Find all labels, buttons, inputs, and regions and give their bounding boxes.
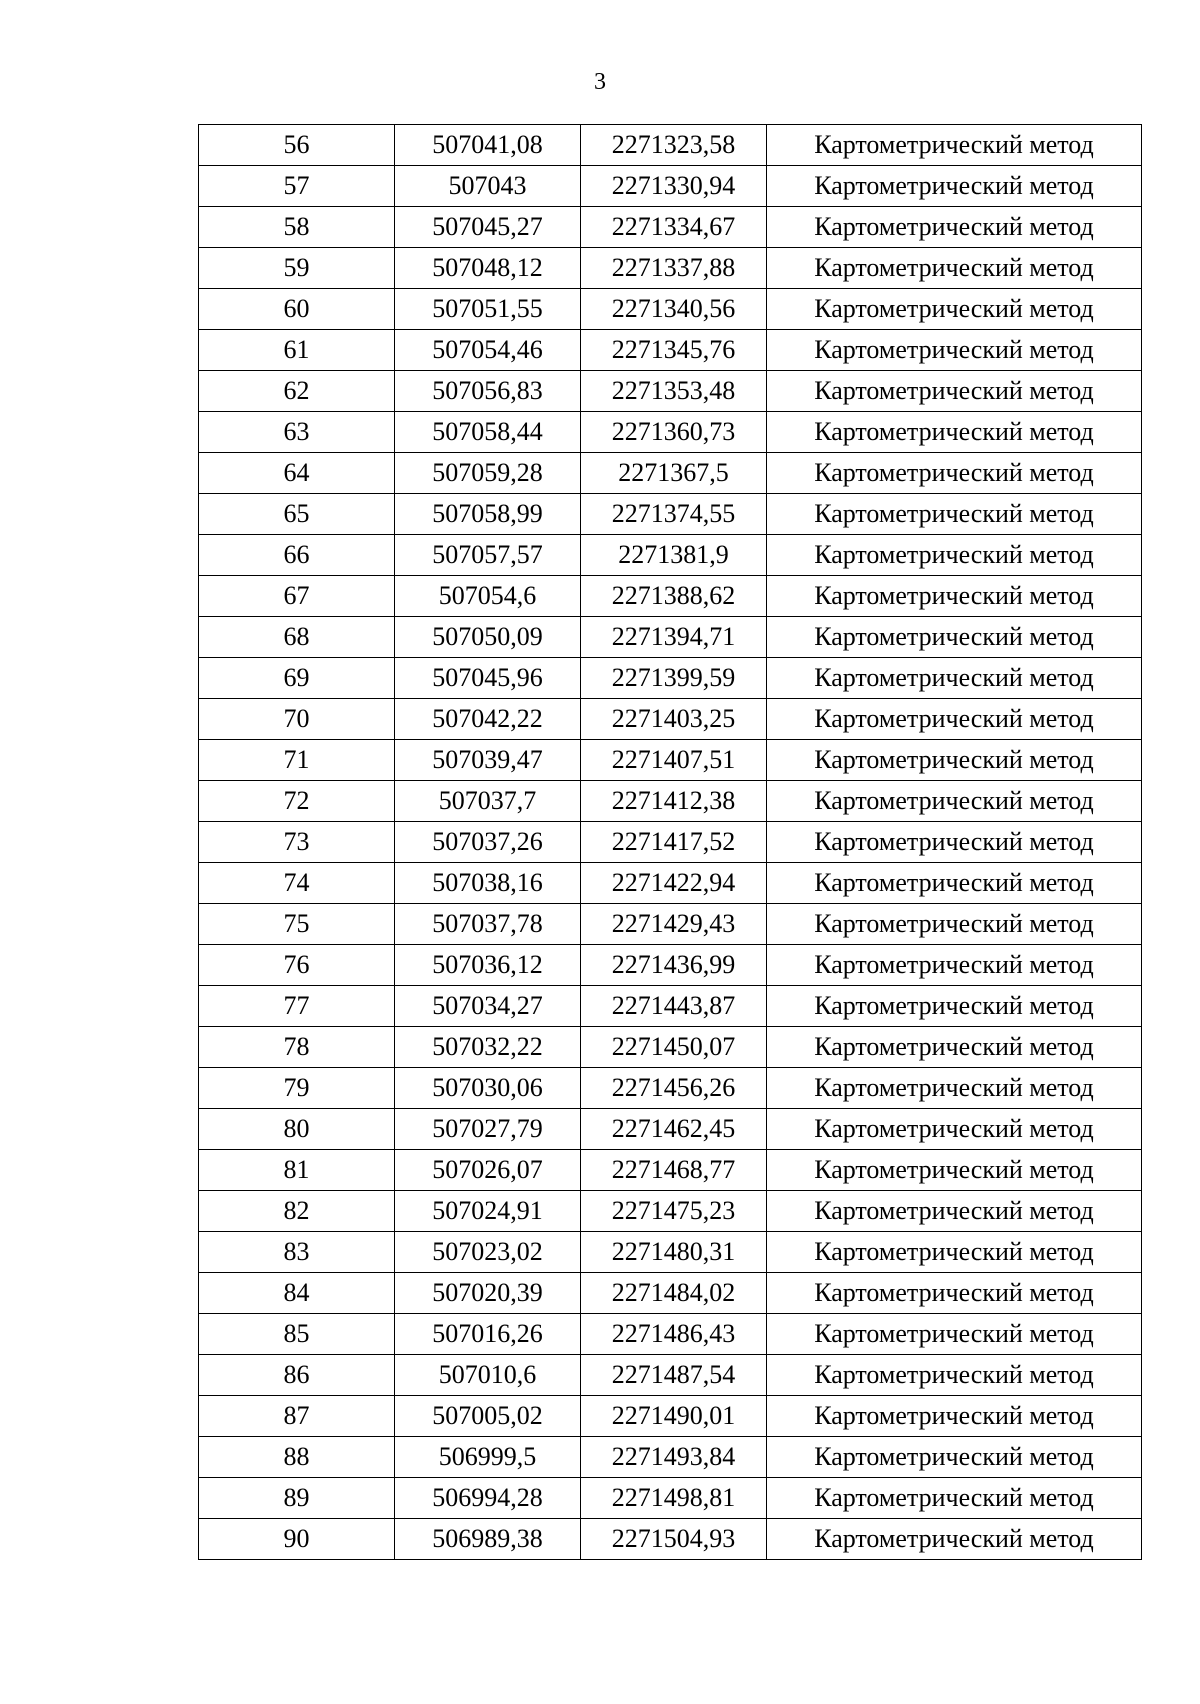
x-coordinate-cell: 507048,12 — [395, 248, 581, 289]
table-row — [199, 1150, 1142, 1191]
point-number-cell: 74 — [199, 863, 395, 904]
point-number-cell: 62 — [199, 371, 395, 412]
table-row — [199, 658, 1142, 699]
y-coordinate-cell: 2271407,51 — [581, 740, 767, 781]
x-coordinate-cell: 507023,02 — [395, 1232, 581, 1273]
y-coordinate-cell: 2271399,59 — [581, 658, 767, 699]
point-number-cell: 90 — [199, 1519, 395, 1560]
x-coordinate-cell: 507037,78 — [395, 904, 581, 945]
method-cell: Картометрический метод — [767, 330, 1142, 371]
point-number-cell: 80 — [199, 1109, 395, 1150]
method-cell: Картометрический метод — [767, 248, 1142, 289]
point-number-cell: 85 — [199, 1314, 395, 1355]
table-row — [199, 1314, 1142, 1355]
x-coordinate-cell: 507050,09 — [395, 617, 581, 658]
method-cell: Картометрический метод — [767, 1109, 1142, 1150]
y-coordinate-cell: 2271456,26 — [581, 1068, 767, 1109]
x-coordinate-cell: 507005,02 — [395, 1396, 581, 1437]
method-cell: Картометрический метод — [767, 1314, 1142, 1355]
y-coordinate-cell: 2271429,43 — [581, 904, 767, 945]
x-coordinate-cell: 507058,99 — [395, 494, 581, 535]
x-coordinate-cell: 507034,27 — [395, 986, 581, 1027]
y-coordinate-cell: 2271480,31 — [581, 1232, 767, 1273]
point-number-cell: 78 — [199, 1027, 395, 1068]
table-row — [199, 863, 1142, 904]
x-coordinate-cell: 507058,44 — [395, 412, 581, 453]
table-row — [199, 248, 1142, 289]
x-coordinate-cell: 507057,57 — [395, 535, 581, 576]
coordinates-table-body — [199, 125, 1142, 1560]
y-coordinate-cell: 2271504,93 — [581, 1519, 767, 1560]
table-row — [199, 822, 1142, 863]
y-coordinate-cell: 2271443,87 — [581, 986, 767, 1027]
point-number-cell: 77 — [199, 986, 395, 1027]
x-coordinate-cell: 507032,22 — [395, 1027, 581, 1068]
x-coordinate-cell: 506994,28 — [395, 1478, 581, 1519]
x-coordinate-cell: 507010,6 — [395, 1355, 581, 1396]
method-cell: Картометрический метод — [767, 371, 1142, 412]
point-number-cell: 82 — [199, 1191, 395, 1232]
y-coordinate-cell: 2271475,23 — [581, 1191, 767, 1232]
x-coordinate-cell: 507043 — [395, 166, 581, 207]
x-coordinate-cell: 507027,79 — [395, 1109, 581, 1150]
point-number-cell: 73 — [199, 822, 395, 863]
method-cell: Картометрический метод — [767, 412, 1142, 453]
table-row — [199, 986, 1142, 1027]
x-coordinate-cell: 507042,22 — [395, 699, 581, 740]
point-number-cell: 69 — [199, 658, 395, 699]
method-cell: Картометрический метод — [767, 453, 1142, 494]
table-row — [199, 535, 1142, 576]
y-coordinate-cell: 2271493,84 — [581, 1437, 767, 1478]
y-coordinate-cell: 2271412,38 — [581, 781, 767, 822]
table-row — [199, 453, 1142, 494]
coordinates-table — [198, 124, 1142, 1560]
method-cell: Картометрический метод — [767, 740, 1142, 781]
x-coordinate-cell: 507024,91 — [395, 1191, 581, 1232]
x-coordinate-cell: 507056,83 — [395, 371, 581, 412]
method-cell: Картометрический метод — [767, 1068, 1142, 1109]
method-cell: Картометрический метод — [767, 904, 1142, 945]
table-row — [199, 1437, 1142, 1478]
method-cell: Картометрический метод — [767, 617, 1142, 658]
table-row — [199, 1519, 1142, 1560]
method-cell: Картометрический метод — [767, 822, 1142, 863]
table-row — [199, 1396, 1142, 1437]
point-number-cell: 66 — [199, 535, 395, 576]
table-row — [199, 207, 1142, 248]
method-cell: Картометрический метод — [767, 863, 1142, 904]
table-row — [199, 1478, 1142, 1519]
point-number-cell: 86 — [199, 1355, 395, 1396]
method-cell: Картометрический метод — [767, 1191, 1142, 1232]
method-cell: Картометрический метод — [767, 1232, 1142, 1273]
x-coordinate-cell: 507037,7 — [395, 781, 581, 822]
y-coordinate-cell: 2271340,56 — [581, 289, 767, 330]
method-cell: Картометрический метод — [767, 125, 1142, 166]
y-coordinate-cell: 2271337,88 — [581, 248, 767, 289]
x-coordinate-cell: 507039,47 — [395, 740, 581, 781]
method-cell: Картометрический метод — [767, 1437, 1142, 1478]
table-row — [199, 371, 1142, 412]
x-coordinate-cell: 507016,26 — [395, 1314, 581, 1355]
table-row — [199, 740, 1142, 781]
table-row — [199, 1027, 1142, 1068]
y-coordinate-cell: 2271330,94 — [581, 166, 767, 207]
table-row — [199, 945, 1142, 986]
point-number-cell: 79 — [199, 1068, 395, 1109]
x-coordinate-cell: 506989,38 — [395, 1519, 581, 1560]
point-number-cell: 57 — [199, 166, 395, 207]
y-coordinate-cell: 2271381,9 — [581, 535, 767, 576]
table-row — [199, 1232, 1142, 1273]
x-coordinate-cell: 507020,39 — [395, 1273, 581, 1314]
point-number-cell: 61 — [199, 330, 395, 371]
table-row — [199, 576, 1142, 617]
y-coordinate-cell: 2271468,77 — [581, 1150, 767, 1191]
y-coordinate-cell: 2271417,52 — [581, 822, 767, 863]
table-row — [199, 494, 1142, 535]
point-number-cell: 68 — [199, 617, 395, 658]
point-number-cell: 63 — [199, 412, 395, 453]
point-number-cell: 70 — [199, 699, 395, 740]
y-coordinate-cell: 2271422,94 — [581, 863, 767, 904]
table-row — [199, 617, 1142, 658]
method-cell: Картометрический метод — [767, 945, 1142, 986]
y-coordinate-cell: 2271436,99 — [581, 945, 767, 986]
y-coordinate-cell: 2271490,01 — [581, 1396, 767, 1437]
method-cell: Картометрический метод — [767, 289, 1142, 330]
point-number-cell: 59 — [199, 248, 395, 289]
x-coordinate-cell: 507030,06 — [395, 1068, 581, 1109]
table-row — [199, 781, 1142, 822]
y-coordinate-cell: 2271462,45 — [581, 1109, 767, 1150]
y-coordinate-cell: 2271403,25 — [581, 699, 767, 740]
table-row — [199, 1191, 1142, 1232]
point-number-cell: 76 — [199, 945, 395, 986]
y-coordinate-cell: 2271388,62 — [581, 576, 767, 617]
table-row — [199, 125, 1142, 166]
point-number-cell: 83 — [199, 1232, 395, 1273]
table-row — [199, 1355, 1142, 1396]
point-number-cell: 87 — [199, 1396, 395, 1437]
method-cell: Картометрический метод — [767, 1478, 1142, 1519]
x-coordinate-cell: 507051,55 — [395, 289, 581, 330]
point-number-cell: 88 — [199, 1437, 395, 1478]
method-cell: Картометрический метод — [767, 1519, 1142, 1560]
table-row — [199, 412, 1142, 453]
x-coordinate-cell: 507059,28 — [395, 453, 581, 494]
point-number-cell: 67 — [199, 576, 395, 617]
y-coordinate-cell: 2271498,81 — [581, 1478, 767, 1519]
y-coordinate-cell: 2271360,73 — [581, 412, 767, 453]
x-coordinate-cell: 506999,5 — [395, 1437, 581, 1478]
point-number-cell: 60 — [199, 289, 395, 330]
point-number-cell: 64 — [199, 453, 395, 494]
x-coordinate-cell: 507038,16 — [395, 863, 581, 904]
x-coordinate-cell: 507054,6 — [395, 576, 581, 617]
table-row — [199, 1109, 1142, 1150]
y-coordinate-cell: 2271323,58 — [581, 125, 767, 166]
y-coordinate-cell: 2271484,02 — [581, 1273, 767, 1314]
y-coordinate-cell: 2271394,71 — [581, 617, 767, 658]
method-cell: Картометрический метод — [767, 1273, 1142, 1314]
x-coordinate-cell: 507054,46 — [395, 330, 581, 371]
method-cell: Картометрический метод — [767, 1396, 1142, 1437]
y-coordinate-cell: 2271345,76 — [581, 330, 767, 371]
table-row — [199, 330, 1142, 371]
point-number-cell: 56 — [199, 125, 395, 166]
table-row — [199, 1273, 1142, 1314]
y-coordinate-cell: 2271486,43 — [581, 1314, 767, 1355]
y-coordinate-cell: 2271367,5 — [581, 453, 767, 494]
point-number-cell: 81 — [199, 1150, 395, 1191]
method-cell: Картометрический метод — [767, 535, 1142, 576]
table-row — [199, 166, 1142, 207]
point-number-cell: 75 — [199, 904, 395, 945]
point-number-cell: 84 — [199, 1273, 395, 1314]
method-cell: Картометрический метод — [767, 699, 1142, 740]
method-cell: Картометрический метод — [767, 1150, 1142, 1191]
method-cell: Картометрический метод — [767, 166, 1142, 207]
x-coordinate-cell: 507045,27 — [395, 207, 581, 248]
x-coordinate-cell: 507041,08 — [395, 125, 581, 166]
y-coordinate-cell: 2271487,54 — [581, 1355, 767, 1396]
page-number: 3 — [594, 69, 606, 95]
table-row — [199, 1068, 1142, 1109]
y-coordinate-cell: 2271374,55 — [581, 494, 767, 535]
point-number-cell: 71 — [199, 740, 395, 781]
method-cell: Картометрический метод — [767, 207, 1142, 248]
x-coordinate-cell: 507026,07 — [395, 1150, 581, 1191]
method-cell: Картометрический метод — [767, 1027, 1142, 1068]
y-coordinate-cell: 2271334,67 — [581, 207, 767, 248]
point-number-cell: 72 — [199, 781, 395, 822]
x-coordinate-cell: 507045,96 — [395, 658, 581, 699]
point-number-cell: 65 — [199, 494, 395, 535]
x-coordinate-cell: 507036,12 — [395, 945, 581, 986]
x-coordinate-cell: 507037,26 — [395, 822, 581, 863]
point-number-cell: 58 — [199, 207, 395, 248]
method-cell: Картометрический метод — [767, 658, 1142, 699]
method-cell: Картометрический метод — [767, 576, 1142, 617]
table-row — [199, 289, 1142, 330]
table-row — [199, 699, 1142, 740]
method-cell: Картометрический метод — [767, 494, 1142, 535]
point-number-cell: 89 — [199, 1478, 395, 1519]
y-coordinate-cell: 2271353,48 — [581, 371, 767, 412]
y-coordinate-cell: 2271450,07 — [581, 1027, 767, 1068]
table-row — [199, 904, 1142, 945]
method-cell: Картометрический метод — [767, 1355, 1142, 1396]
method-cell: Картометрический метод — [767, 781, 1142, 822]
method-cell: Картометрический метод — [767, 986, 1142, 1027]
